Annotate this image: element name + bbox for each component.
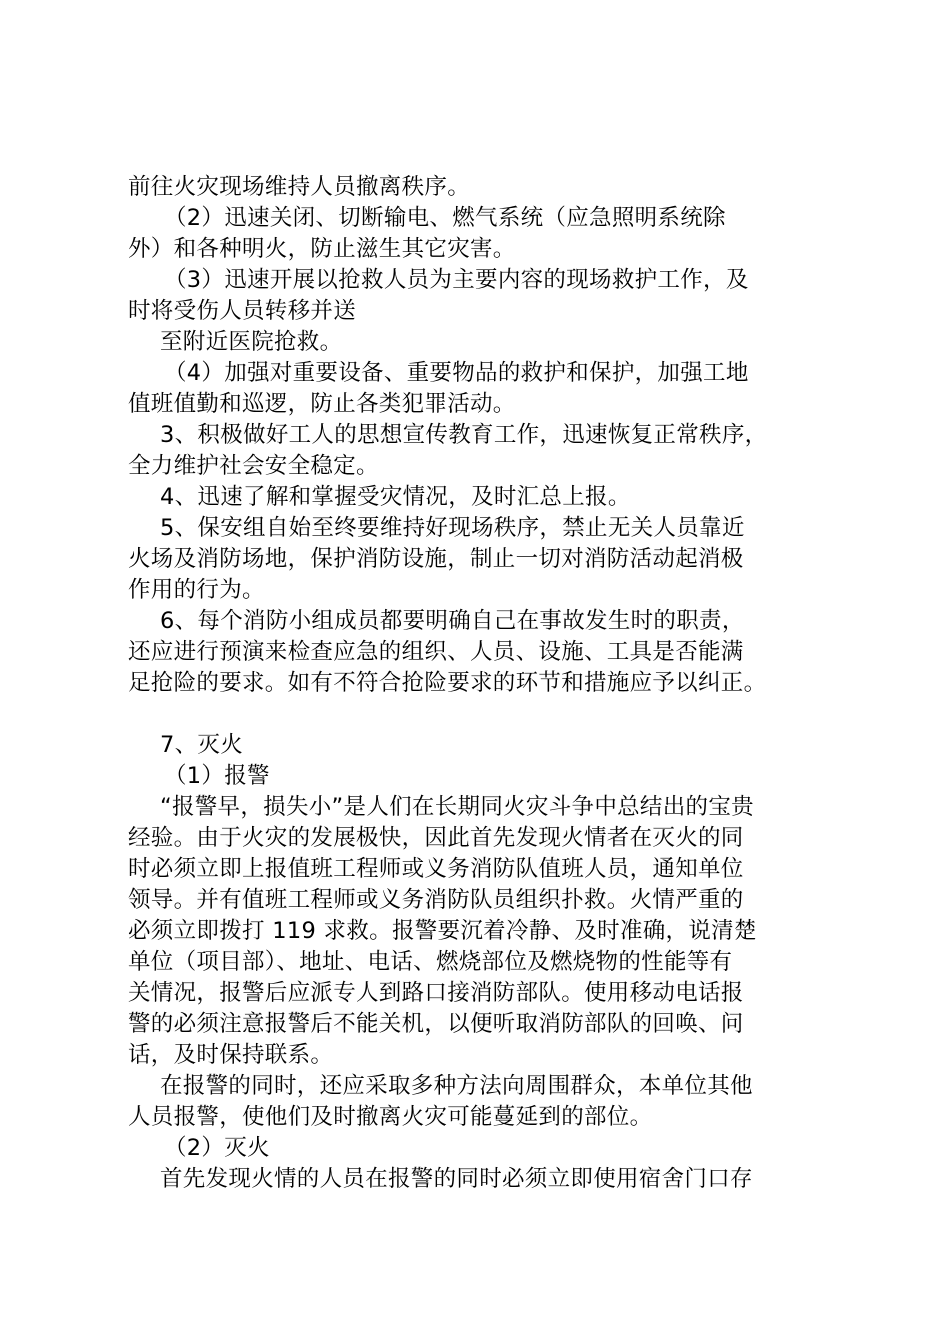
- text-line: 时必须立即上报值班工程师或义务消防队值班人员，通知单位: [128, 856, 744, 882]
- text-line: 经验。由于火灾的发展极快，因此首先发现火情者在灭火的同: [128, 825, 744, 851]
- paragraph-gap: [128, 699, 848, 730]
- text-line: 首先发现火情的人员在报警的同时必须立即使用宿舍门口存: [160, 1166, 753, 1192]
- text-line: 时将受伤人员转移并送: [128, 298, 357, 324]
- text-line: 值班值勤和巡逻，防止各类犯罪活动。: [128, 391, 516, 417]
- document-body: [128, 172, 848, 1195]
- text-line: 5、保安组自始至终要维持好现场秩序，禁止无关人员靠近: [160, 515, 745, 541]
- text-line: 前往火灾现场维持人员撤离秩序。: [128, 174, 471, 200]
- text-line: 警的必须注意报警后不能关机，以便听取消防部队的回唤、问: [128, 1011, 744, 1037]
- text-line: 足抢险的要求。如有不符合抢险要求的环节和措施应予以纠正。: [128, 670, 767, 696]
- text-line: 关情况，报警后应派专人到路口接消防部队。使用移动电话报: [128, 980, 744, 1006]
- text-line: 还应进行预演来检查应急的组织、人员、设施、工具是否能满: [128, 639, 744, 665]
- text-line: 领导。并有值班工程师或义务消防队员组织扑救。火情严重的: [128, 887, 744, 913]
- text-line: 全力维护社会安全稳定。: [128, 453, 379, 479]
- text-line: （4）加强对重要设备、重要物品的救护和保护，加强工地: [164, 360, 749, 386]
- text-line: 火场及消防场地，保护消防设施，制止一切对消防活动起消极: [128, 546, 744, 572]
- text-line: 作用的行为。: [128, 577, 265, 603]
- text-line: “报警早，损失小”是人们在长期同火灾斗争中总结出的宝贵: [160, 794, 754, 820]
- text-line: 必须立即拨打 119 求救。报警要沉着冷静、及时准确，说清楚: [128, 918, 757, 944]
- text-line: 6、每个消防小组成员都要明确自己在事故发生时的职责，: [160, 608, 745, 634]
- text-line: 单位（项目部）、地址、电话、燃烧部位及燃烧物的性能等有: [128, 949, 733, 975]
- text-line: 外）和各种明火，防止滋生其它灾害。: [128, 236, 516, 262]
- text-line: 至附近医院抢救。: [160, 329, 343, 355]
- text-line: 4、迅速了解和掌握受灾情况，及时汇总上报。: [160, 484, 631, 510]
- text-line: 在报警的同时，还应采取多种方法向周围群众，本单位其他: [160, 1073, 753, 1099]
- text-line: 人员报警，使他们及时撤离火灾可能蔓延到的部位。: [128, 1104, 653, 1130]
- section-heading: 7、灭火: [160, 732, 244, 758]
- text-line: 3、积极做好工人的思想宣传教育工作，迅速恢复正常秩序，: [160, 422, 768, 448]
- text-line: 话，及时保持联系。: [128, 1042, 334, 1068]
- subsection-heading: （2）灭火: [164, 1135, 270, 1161]
- text-line: （3）迅速开展以抢救人员为主要内容的现场救护工作，及: [164, 267, 749, 293]
- text-line: （2）迅速关闭、切断输电、燃气系统（应急照明系统除: [164, 205, 726, 231]
- subsection-heading: （1）报警: [164, 763, 270, 789]
